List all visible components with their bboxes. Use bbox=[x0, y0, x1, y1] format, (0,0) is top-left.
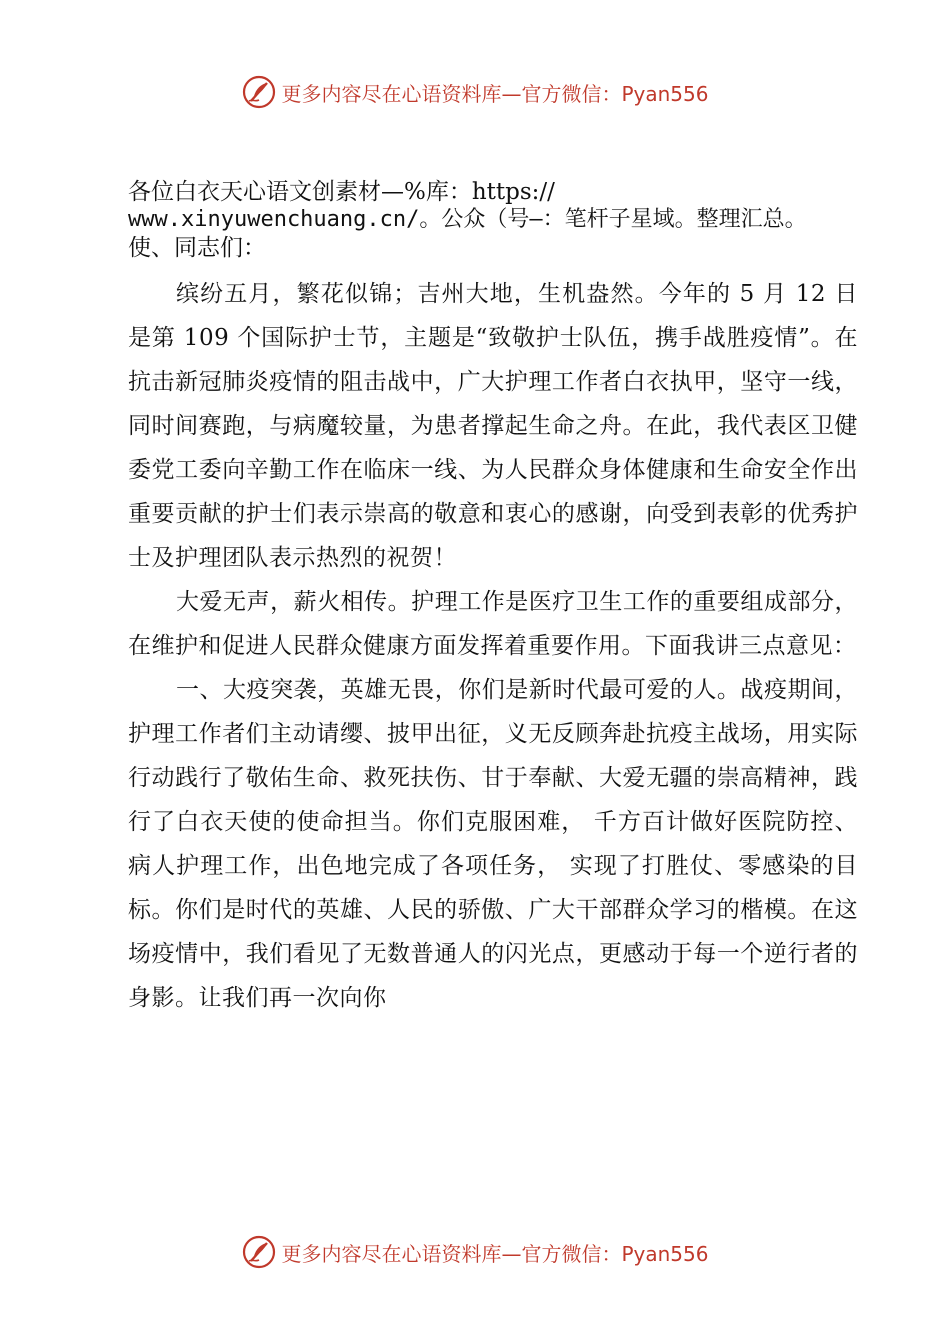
quill-seal-icon bbox=[241, 74, 277, 110]
intro-line-1: 各位白衣天心语文创素材—%库：https:// bbox=[128, 179, 555, 205]
document-body bbox=[128, 178, 858, 1020]
footer-banner bbox=[0, 1230, 950, 1274]
header-banner-text: 更多内容尽在心语资料库—官方微信：Pyan556 bbox=[281, 81, 709, 106]
paragraph-3: 一、大疫突袭，英雄无畏，你们是新时代最可爱的人。战疫期间，护理工作者们主动请缨、披甲出征，义无反顾奔赴抗疫主战场，用实际行动践行了敬佑生命、救死扶伤、甘于奉献、大爱无疆的崇高精神，践行了白衣天使的使命担当。你们克服困难， 千方百计做好医院防控、病人护理工作，出色地完成了各项任务， 实现了打胜仗、零感染的目标。你们是时代的英雄、人民的骄傲、广大干部群众学习的楷模。在这场疫情中，我们看见了无数普通人的闪光点，更感动于每一个逆行者的身影。让我们再一次向你 bbox=[128, 677, 858, 1011]
footer-banner-text: 更多内容尽在心语资料库—官方微信：Pyan556 bbox=[281, 1241, 709, 1266]
header-banner bbox=[0, 70, 950, 114]
intro-line-2: www.xinyuwenchuang.cn/。公众（号—：笔杆子星域。整理汇总。 bbox=[128, 207, 807, 232]
greeting-line: 使、同志们： bbox=[128, 235, 266, 261]
quill-seal-icon bbox=[241, 1234, 277, 1270]
paragraph-1: 缤纷五月，繁花似锦；吉州大地，生机盎然。今年的 5 月 12 日是第 109 个国际护士节，主题是“致敬护士队伍，携手战胜疫情”。在抗击新冠肺炎疫情的阻击战中，广大护理工作者白衣执甲，坚守一线，同时间赛跑，与病魔较量，为患者撑起生命之舟。在此，我代表区卫健委党工委向辛勤工作在临床一线、为人民群众身体健康和生命安全作出重要贡献的护士们表示崇高的敬意和衷心的感谢，向受到表彰的优秀护士及护理团队表示热烈的祝贺！ bbox=[128, 281, 858, 571]
intro-block bbox=[128, 178, 858, 262]
paragraph-2: 大爱无声，薪火相传。护理工作是医疗卫生工作的重要组成部分，在维护和促进人民群众健康方面发挥着重要作用。下面我讲三点意见： bbox=[128, 589, 858, 659]
